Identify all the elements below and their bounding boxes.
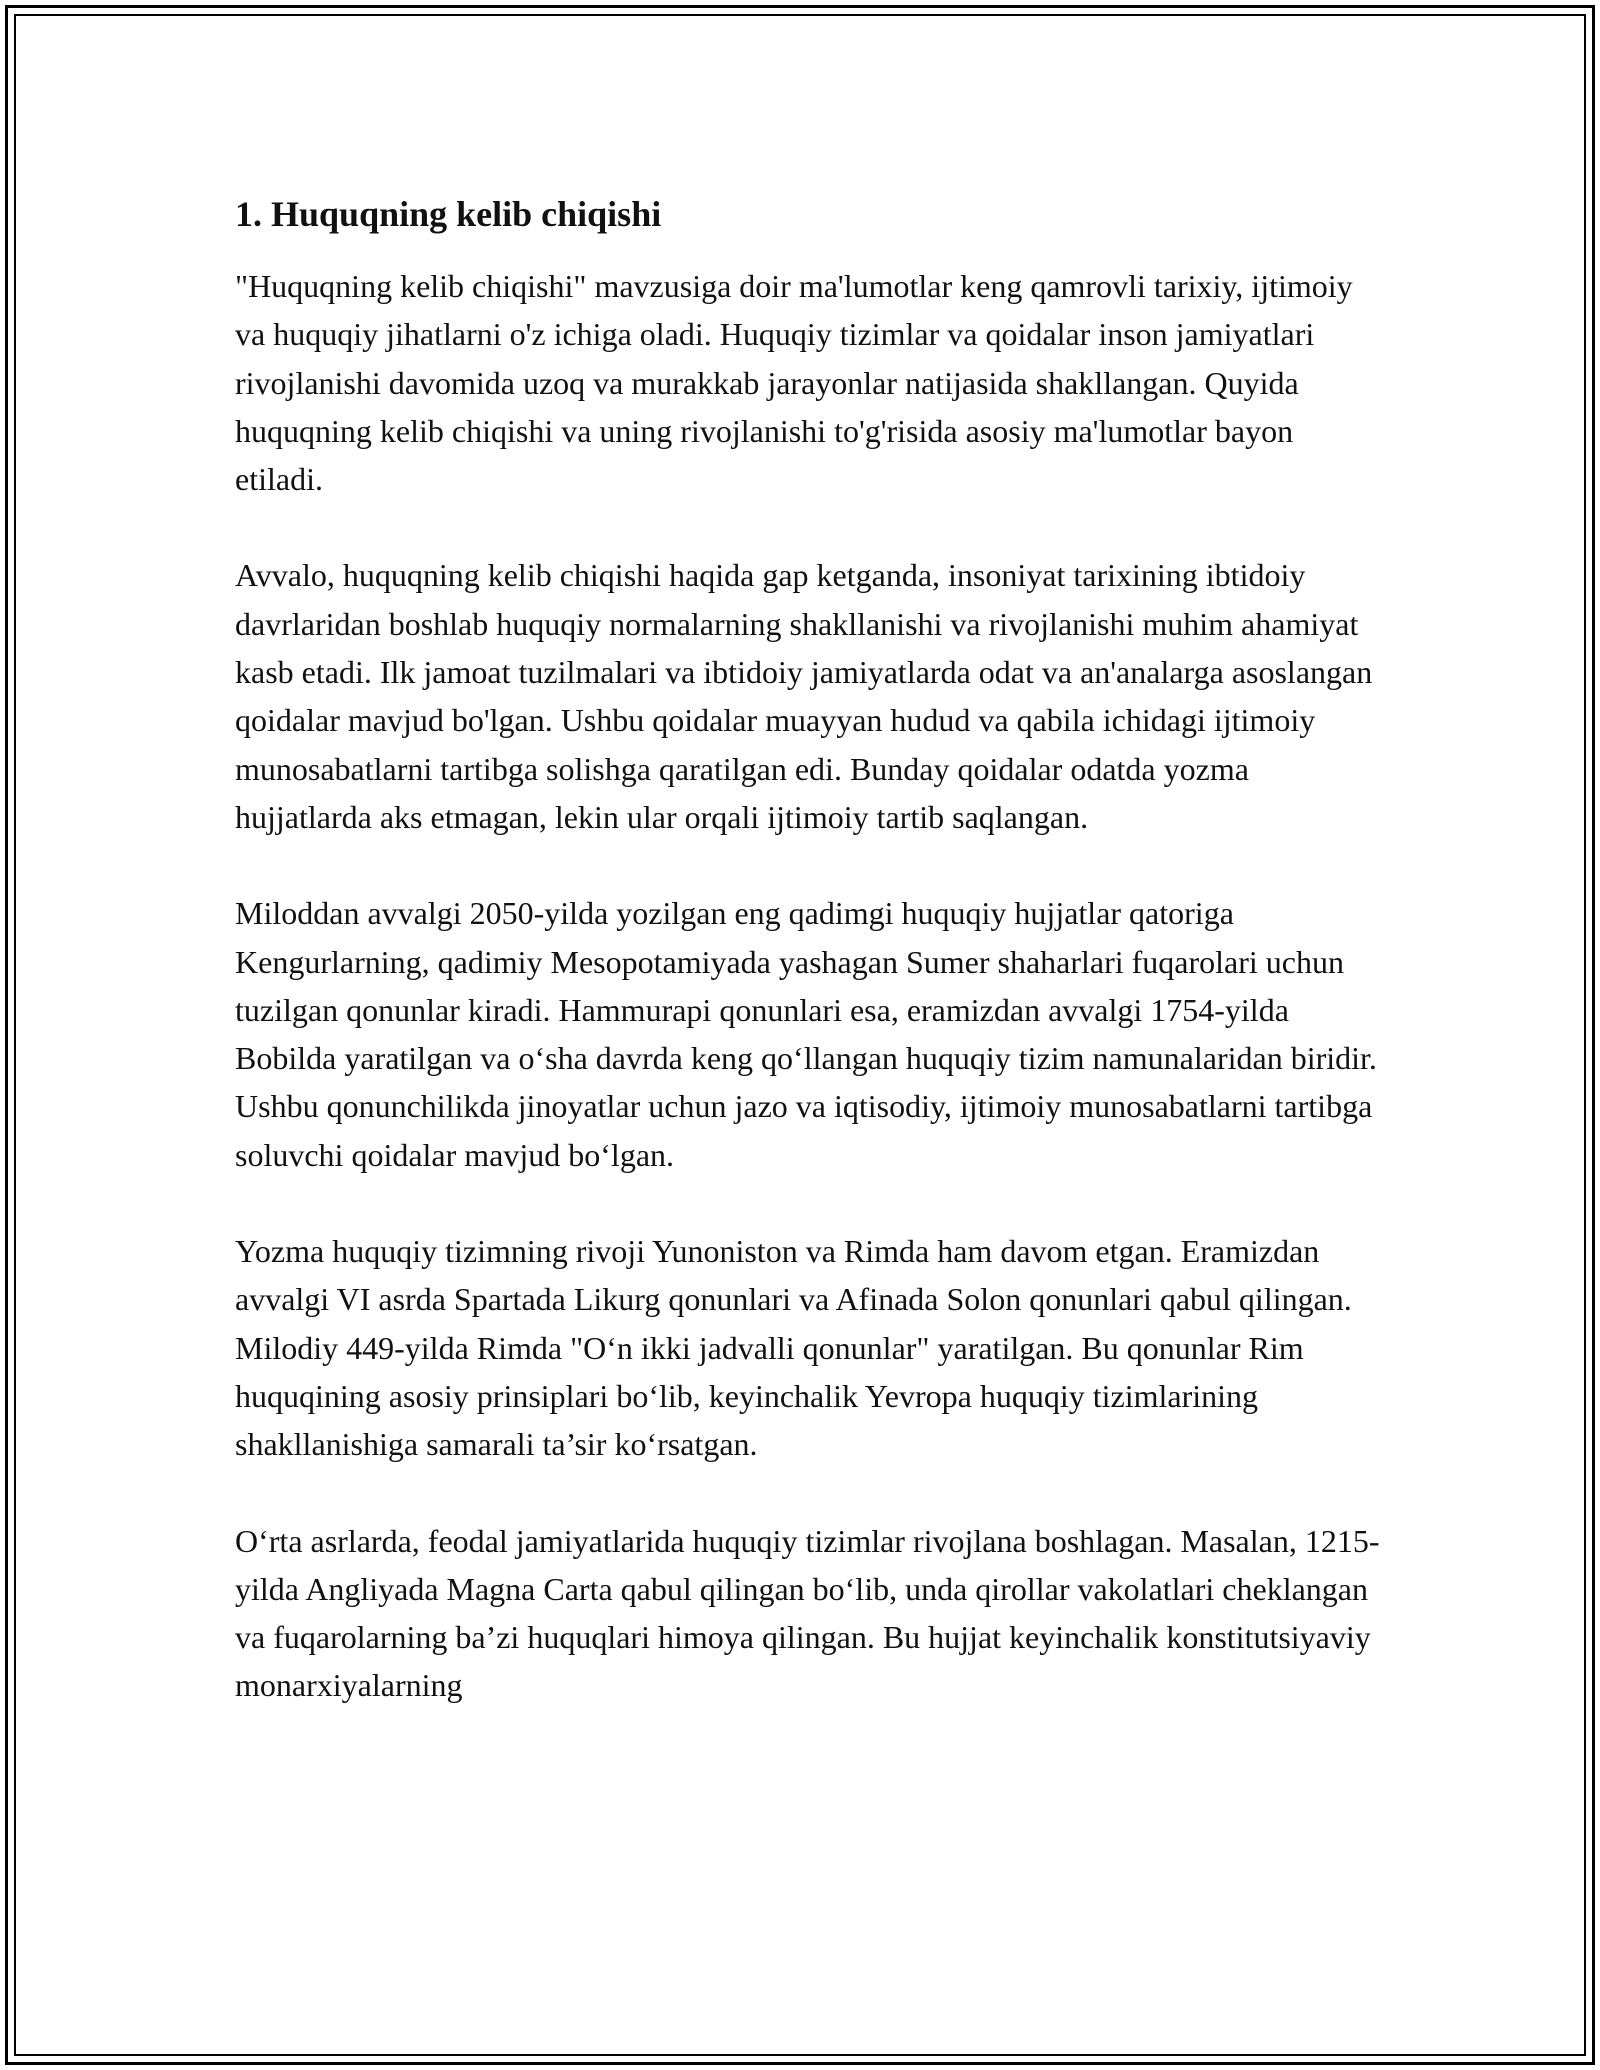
- section-heading: 1. Huquqning kelib chiqishi: [235, 194, 662, 234]
- paragraph-ancient-laws: Miloddan avvalgi 2050-yilda yozilgan eng qadimgi huquqiy hujjatlar qatoriga Kengurlarning, qadimiy Mesopotamiyada yashagan Sumer shaharlari fuqarolari uchun tuzilgan qonunlar kiradi. Hammurapi qonunlari esa, eramizdan avvalgi 1754-yilda Bobilda yaratilgan va o‘sha davrda keng qo‘llangan huquqiy tizim namunalaridan biridir. Ushbu qonunchilikda jinoyatlar uchun jazo va iqtisodiy, ijtimoiy munosabatlarni tartibga soluvchi qoidalar mavjud bo‘lgan.: [235, 895, 1377, 1173]
- paragraph-greece-rome: Yozma huquqiy tizimning rivoji Yunoniston va Rimda ham davom etgan. Eramizdan avvalgi VI asrda Spartada Likurg qonunlari va Afinada Solon qonunlari qabul qilingan. Milodiy 449-yilda Rimda "O‘n ikki jadvalli qonunlar" yaratilgan. Bu qonunlar Rim huquqining asosiy prinsiplari bo‘lib, keyinchalik Yevropa huquqiy tizimlarining shakllanishiga samarali ta’sir ko‘rsatgan.: [235, 1233, 1352, 1463]
- document-body: [235, 190, 1380, 1758]
- paragraph-intro: "Huquqning kelib chiqishi" mavzusiga doir ma'lumotlar keng qamrovli tarixiy, ijtimoiy va huquqiy jihatlarni o'z ichiga oladi. Huquqiy tizimlar va qoidalar inson jamiyatlari rivojlanishi davomida uzoq va murakkab jarayonlar natijasida shakllangan. Quyida huquqning kelib chiqishi va uning rivojlanishi to'g'risida asosiy ma'lumotlar bayon etiladi.: [235, 268, 1353, 498]
- paragraph-middle-ages: O‘rta asrlarda, feodal jamiyatlarida huquqiy tizimlar rivojlana boshlagan. Masalan, 1215-yilda Angliyada Magna Carta qabul qilingan bo‘lib, unda qirollar vakolatlari cheklangan va fuqarolarning ba’zi huquqlari himoya qilingan. Bu hujjat keyinchalik konstitutsiyaviy monarxiyalarning: [235, 1522, 1380, 1704]
- paragraph-primitive-societies: Avvalo, huquqning kelib chiqishi haqida gap ketganda, insoniyat tarixining ibtidoiy davrlaridan boshlab huquqiy normalarning shakllanishi va rivojlanishi muhim ahamiyat kasb etadi. Ilk jamoat tuzilmalari va ibtidoiy jamiyatlarda odat va an'analarga asoslangan qoidalar mavjud bo'lgan. Ushbu qoidalar muayyan hudud va qabila ichidagi ijtimoiy munosabatlarni tartibga solishga qaratilgan edi. Bunday qoidalar odatda yozma hujjatlarda aks etmagan, lekin ular orqali ijtimoiy tartib saqlangan.: [235, 557, 1373, 835]
